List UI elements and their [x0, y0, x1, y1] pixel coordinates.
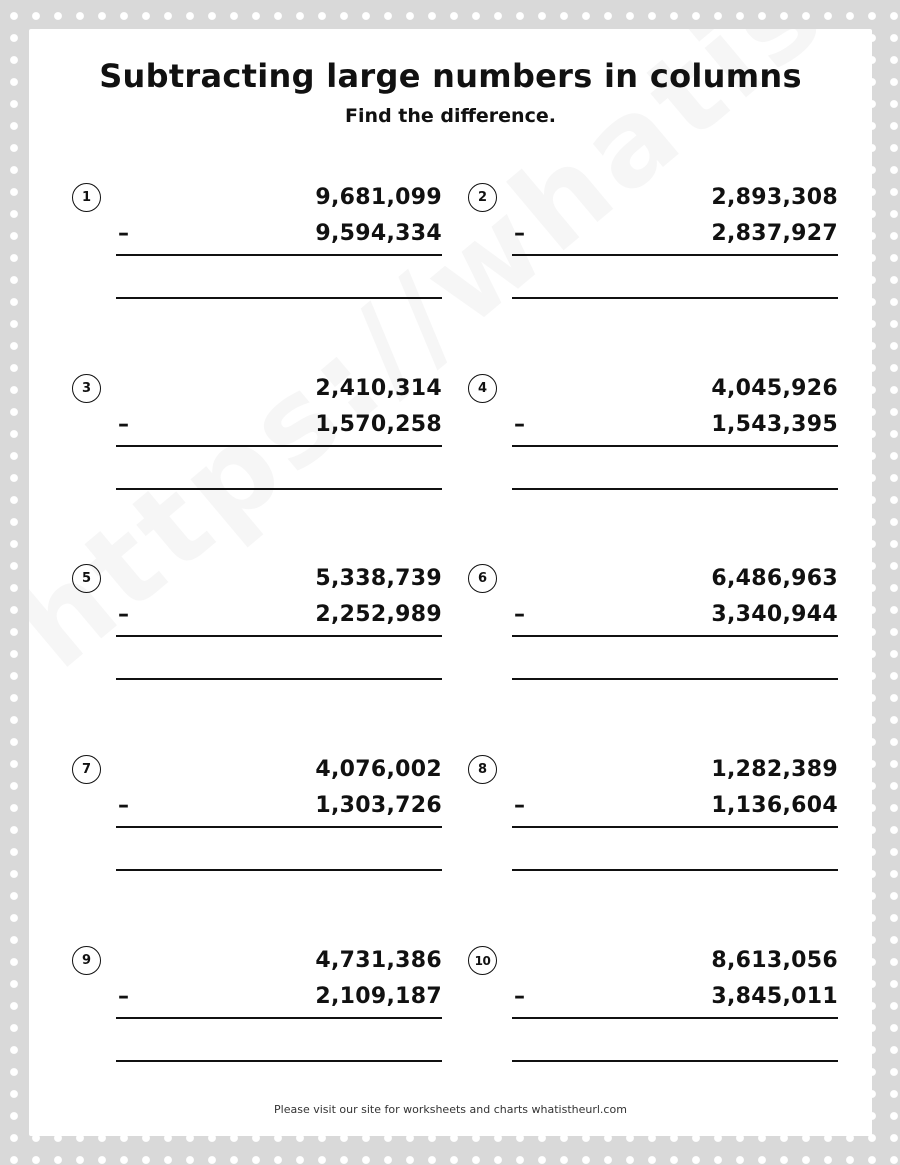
answer-line[interactable]	[116, 1060, 442, 1062]
problem-rule	[116, 445, 442, 447]
problem-10	[468, 946, 838, 1076]
problem-rule	[116, 635, 442, 637]
problem-number-badge: 2	[468, 183, 497, 212]
problem-2	[468, 183, 838, 313]
minus-sign: –	[514, 984, 525, 1009]
subtrahend: 1,570,258	[315, 412, 442, 437]
problem-rule	[116, 254, 442, 256]
minuend: 1,282,389	[711, 757, 838, 782]
answer-line[interactable]	[116, 869, 442, 871]
problem-number-badge: 5	[72, 564, 101, 593]
answer-line[interactable]	[512, 1060, 838, 1062]
problem-number-badge: 9	[72, 946, 101, 975]
problem-rule	[116, 1017, 442, 1019]
problem-8	[468, 755, 838, 885]
minuend: 4,045,926	[711, 376, 838, 401]
subtrahend: 1,543,395	[711, 412, 838, 437]
subtrahend: 9,594,334	[315, 221, 442, 246]
problem-rule	[116, 826, 442, 828]
problem-rule	[512, 635, 838, 637]
minuend: 2,410,314	[315, 376, 442, 401]
answer-line[interactable]	[116, 488, 442, 490]
answer-line[interactable]	[116, 297, 442, 299]
minus-sign: –	[514, 412, 525, 437]
problem-number-badge: 3	[72, 374, 101, 403]
minuend: 8,613,056	[711, 948, 838, 973]
minus-sign: –	[514, 602, 525, 627]
problem-number-badge: 7	[72, 755, 101, 784]
answer-line[interactable]	[116, 678, 442, 680]
minus-sign: –	[118, 412, 129, 437]
subtrahend: 2,109,187	[315, 984, 442, 1009]
page-subtitle: Find the difference.	[345, 105, 556, 127]
minus-sign: –	[118, 602, 129, 627]
subtrahend: 1,303,726	[315, 793, 442, 818]
answer-line[interactable]	[512, 678, 838, 680]
subtrahend: 1,136,604	[711, 793, 838, 818]
problem-number-badge: 6	[468, 564, 497, 593]
problem-number-badge: 8	[468, 755, 497, 784]
minuend: 6,486,963	[711, 566, 838, 591]
problem-9	[72, 946, 442, 1076]
minus-sign: –	[514, 793, 525, 818]
minus-sign: –	[118, 984, 129, 1009]
minuend: 5,338,739	[315, 566, 442, 591]
problem-number-badge: 10	[468, 946, 497, 975]
problem-6	[468, 564, 838, 694]
problem-7	[72, 755, 442, 885]
minuend: 4,076,002	[315, 757, 442, 782]
problem-4	[468, 374, 838, 504]
answer-line[interactable]	[512, 297, 838, 299]
problem-5	[72, 564, 442, 694]
page-title: Subtracting large numbers in columns	[99, 57, 802, 95]
problem-number-badge: 1	[72, 183, 101, 212]
answer-line[interactable]	[512, 488, 838, 490]
minuend: 4,731,386	[315, 948, 442, 973]
worksheet-page	[29, 29, 872, 1136]
subtrahend: 3,340,944	[711, 602, 838, 627]
problem-rule	[512, 826, 838, 828]
subtrahend: 2,837,927	[711, 221, 838, 246]
minuend: 9,681,099	[315, 185, 442, 210]
minuend: 2,893,308	[711, 185, 838, 210]
problem-3	[72, 374, 442, 504]
problem-number-badge: 4	[468, 374, 497, 403]
problem-rule	[512, 1017, 838, 1019]
minus-sign: –	[514, 221, 525, 246]
minus-sign: –	[118, 793, 129, 818]
minus-sign: –	[118, 221, 129, 246]
problem-rule	[512, 254, 838, 256]
footer-note: Please visit our site for worksheets and charts whatistheurl.com	[274, 1103, 627, 1116]
problem-1	[72, 183, 442, 313]
answer-line[interactable]	[512, 869, 838, 871]
subtrahend: 2,252,989	[315, 602, 442, 627]
problem-rule	[512, 445, 838, 447]
subtrahend: 3,845,011	[711, 984, 838, 1009]
